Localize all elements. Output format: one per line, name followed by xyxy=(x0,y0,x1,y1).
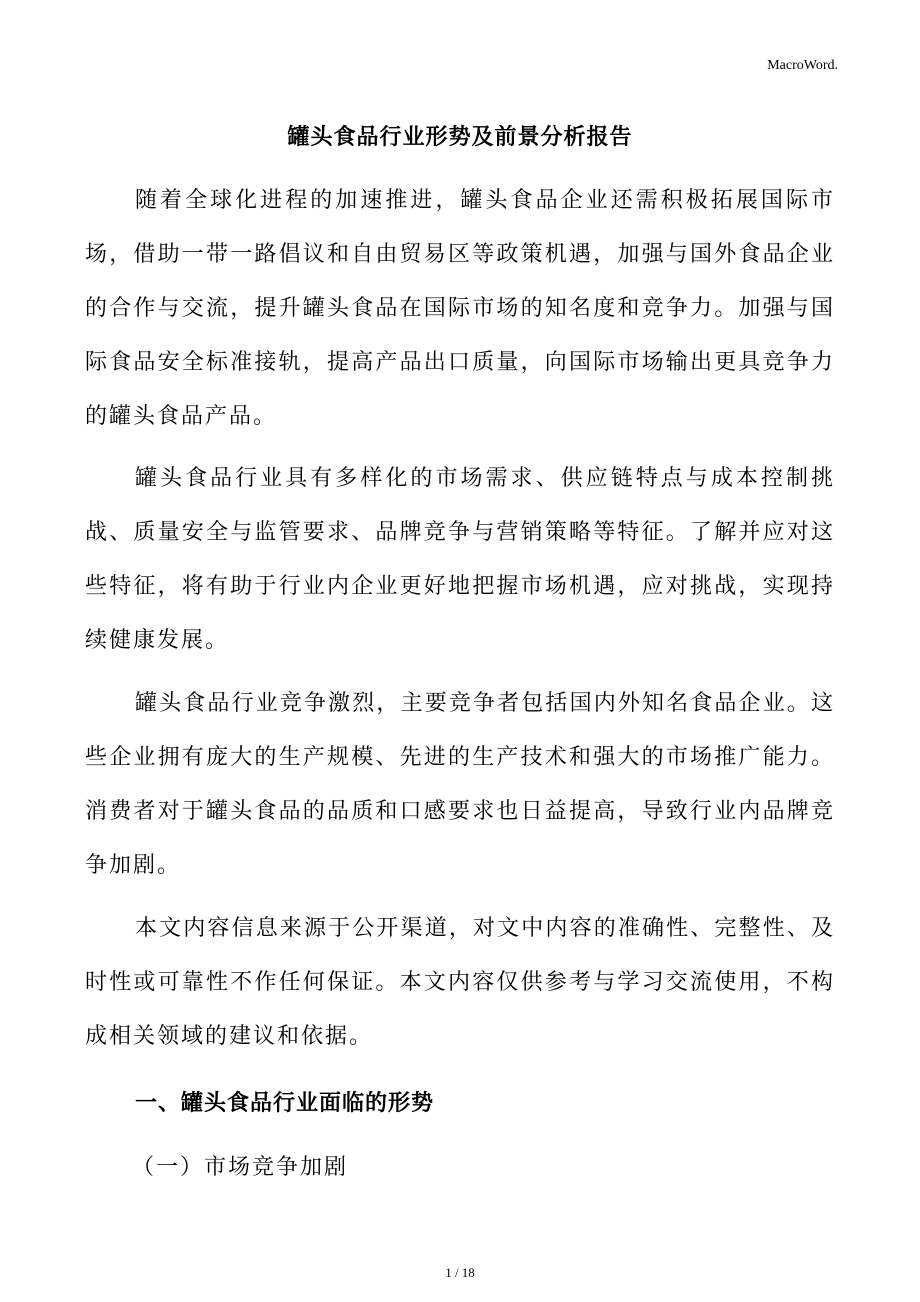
paragraph-4: 本文内容信息来源于公开渠道，对文中内容的准确性、完整性、及时性或可靠性不作任何保证。本文内容仅供参考与学习交流使用，不构成相关领域的建议和依据。 xyxy=(85,916,835,1049)
page-number: 1 / 18 xyxy=(445,1265,475,1280)
paragraph-1: 随着全球化进程的加速推进，罐头食品企业还需积极拓展国际市场，借助一带一路倡议和自由贸易区等政策机遇，加强与国外食品企业的合作与交流，提升罐头食品在国际市场的知名度和竞争力。加强与国际食品安全标准接轨，提高产品出口质量，向国际市场输出更具竞争力的罐头食品产品。 xyxy=(85,188,835,429)
paragraph-3: 罐头食品行业竞争激烈，主要竞争者包括国内外知名食品企业。这些企业拥有庞大的生产规模、先进的生产技术和强大的市场推广能力。消费者对于罐头食品的品质和口感要求也日益提高，导致行业内品牌竞争加剧。 xyxy=(85,691,835,878)
document-title: 罐头食品行业形势及前景分析报告 xyxy=(287,124,633,150)
section-heading: 一、罐头食品行业面临的形势 xyxy=(135,1090,435,1116)
paragraph-2: 罐头食品行业具有多样化的市场需求、供应链特点与成本控制挑战、质量安全与监管要求、品牌竞争与营销策略等特征。了解并应对这些特征，将有助于行业内企业更好地把握市场机遇，应对挑战，实现持续健康发展。 xyxy=(85,466,835,653)
subsection-heading: （一）市场竞争加剧 xyxy=(132,1155,349,1180)
header-brand: MacroWord. xyxy=(767,58,838,73)
